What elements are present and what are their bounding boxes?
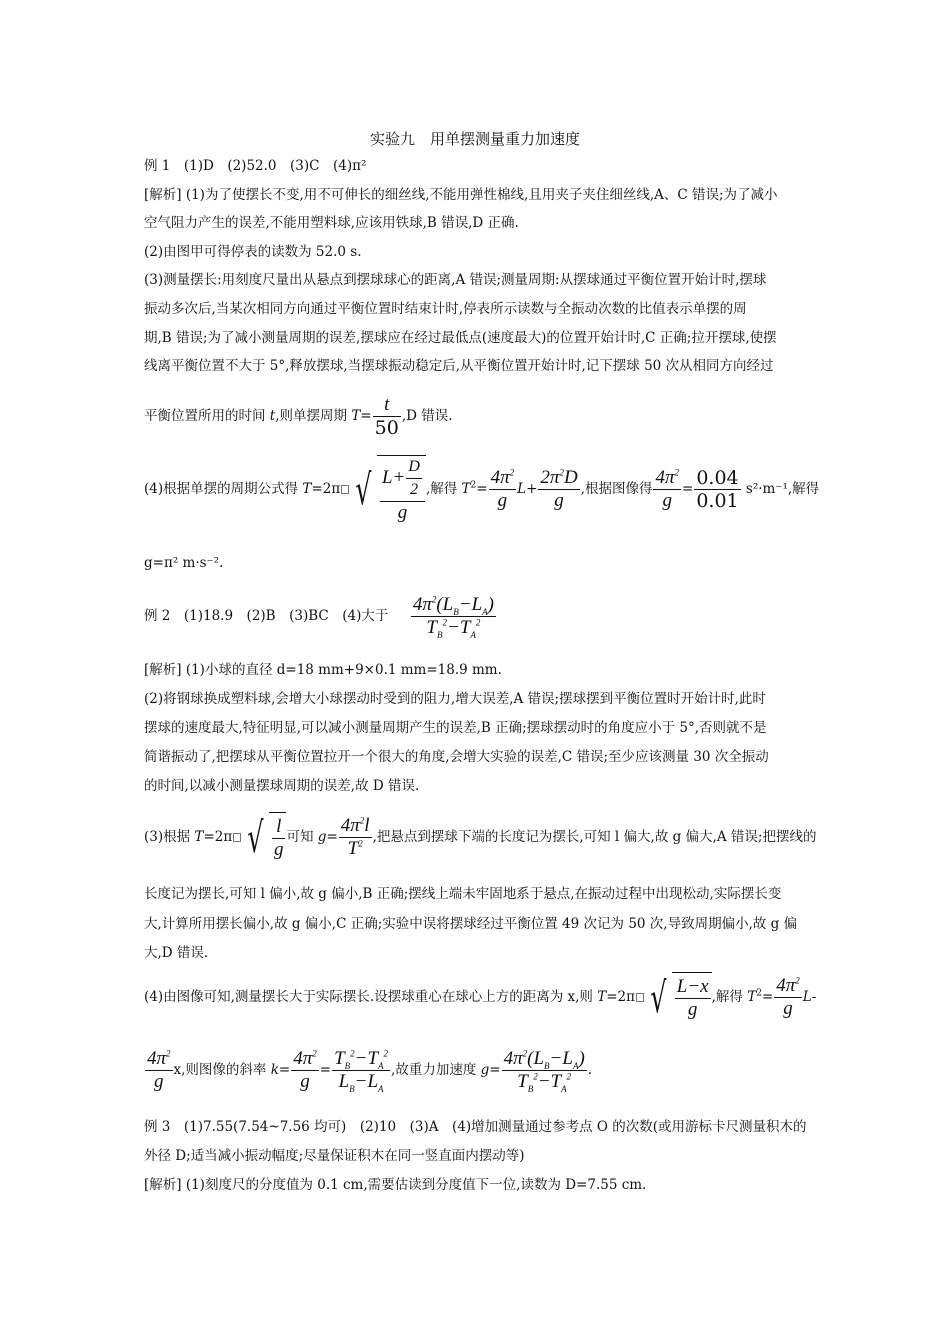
formula-line-3: (3)根据 T=2π √ $\frac{l}{g}$ 可知 g= $\frac{4\pi^2l}{T^2}$ ,把悬点到摆球下端的长度记为摆长,可知 l 偏大,故 g 偏大,A 错误;把摆线的	[144, 812, 817, 862]
fraction-answer-4: $\frac{4\pi^2(L_B-L_A)}{T_B^2-T_A^2}$	[412, 594, 494, 640]
example-1-answers: 例 1 (1)D (2)52.0 (3)C (4)π²	[144, 158, 367, 174]
fraction-t-over-50: $\frac{t}{50}$	[374, 394, 399, 439]
slope-formula-line: $\frac{4\pi^2}{g}$ x,则图像的斜率 k= $\frac{4\pi^2}{g}$ = $\frac{T_B^2-T_A^2}{L_B-L_A}$ ,故重力加速度 g= $\frac{4\pi^2(L_B-L_A)}{T_B^2-T_A^2}$ .	[147, 1048, 593, 1094]
text-line: (3)测量摆长:用刻度尺量出从悬点到摆球球心的距离,A 错误;测量周期:从摆球通过平衡位置开始计时,摆球	[144, 272, 767, 288]
text-line: 大,计算所用摆长偏小,故 g 偏小,C 正确;实验中误将摆球经过平衡位置 49 次记为 50 次,导致周期偏小,故 g 偏	[144, 916, 798, 932]
example-2-answers: 例 2 (1)18.9 (2)B (3)BC (4)大于 $\frac{4\pi^2(L_B-L_A)}{T_B^2-T_A^2}$	[144, 594, 494, 640]
formula-line-4: (4)根据单摆的周期公式得 T=2π √ L+ $\frac{D}{2}$ g ,解得 $T^2=$ $\frac{4\pi^2}{g}$ L+ $\frac{2\pi^2D}{g}$ ,根据图像得 $\frac{4\pi^2}{g}$ = $\frac{0.04}{0.01}$ s²·m⁻¹,解得	[144, 455, 804, 524]
sqrt-expression: √ L+ $\frac{D}{2}$ g	[350, 455, 426, 524]
text-line: 简谐振动了,把摆球从平衡位置拉开一个很大的角度,会增大实验的误差,C 错误;至少应该测量 30 次全振动	[144, 749, 769, 765]
text-line: 外径 D;适当减小振动幅度;尽量保证积木在同一竖直面内摆动等)	[144, 1148, 525, 1164]
text-line: 的时间,以减小测量摆球周期的误差,故 D 错误.	[144, 778, 420, 794]
result-g: g=π² m·s⁻².	[144, 555, 224, 571]
text-line: [解析] (1)刻度尺的分度值为 0.1 cm,需要估读到分度值下一位,读数为 D=7.55 cm.	[144, 1177, 647, 1193]
text-line: 期,B 错误;为了减小测量周期的误差,摆球应在经过最低点(速度最大)的位置开始计时,C 正确;拉开摆球,使摆	[144, 330, 777, 346]
text-line: [解析] (1)为了使摆长不变,用不可伸长的细丝线,不能用弹性棉线,且用夹子夹住细丝线,A、C 错误;为了减小	[144, 187, 778, 203]
period-formula-line: 平衡位置所用的时间 t,则单摆周期 T= $\frac{t}{50}$ ,D 错误.	[144, 394, 453, 439]
text-line: 空气阻力产生的误差,不能用塑料球,应该用铁球,B 错误,D 正确.	[144, 215, 519, 231]
page-title: 实验九 用单摆测量重力加速度	[369, 130, 580, 148]
text-line: 振动多次后,当某次相同方向通过平衡位置时结束计时,停表所示读数与全振动次数的比值表示单摆的周	[144, 301, 747, 317]
text-line: 线离平衡位置不大于 5°,释放摆球,当摆球振动稳定后,从平衡位置开始计时,记下摆球 50 次从相同方向经过	[144, 358, 774, 374]
text-line: 大,D 错误.	[144, 945, 209, 961]
text-line: 摆球的速度最大,特征明显,可以减小测量周期产生的误差,B 正确;摆球摆动时的角度应小于 5°,否则就不是	[144, 720, 767, 736]
example-3-answers: 例 3 (1)7.55(7.54~7.56 均可) (2)10 (3)A (4)增加测量通过参考点 O 的次数(或用游标卡尺测量积木的	[144, 1119, 807, 1135]
formula-line-4b: (4)由图像可知,测量摆长大于实际摆长.设摆球重心在球心上方的距离为 x,则 T=2π √ $\frac{L-x}{g}$ ,解得 $T^2=$ $\frac{4\pi^2}{g}$ L-	[144, 972, 817, 1022]
text-line: [解析] (1)小球的直径 d=18 mm+9×0.1 mm=18.9 mm.	[144, 662, 502, 678]
text-line: 长度记为摆长,可知 l 偏小,故 g 偏小,B 正确;摆线上端未牢固地系于悬点,在振动过程中出现松动,实际摆长变	[144, 886, 782, 902]
text-line: (2)由图甲可得停表的读数为 52.0 s.	[144, 244, 362, 260]
text-line: (2)将钢球换成塑料球,会增大小球摆动时受到的阻力,增大误差,A 错误;摆球摆到平衡位置时开始计时,此时	[144, 691, 766, 707]
